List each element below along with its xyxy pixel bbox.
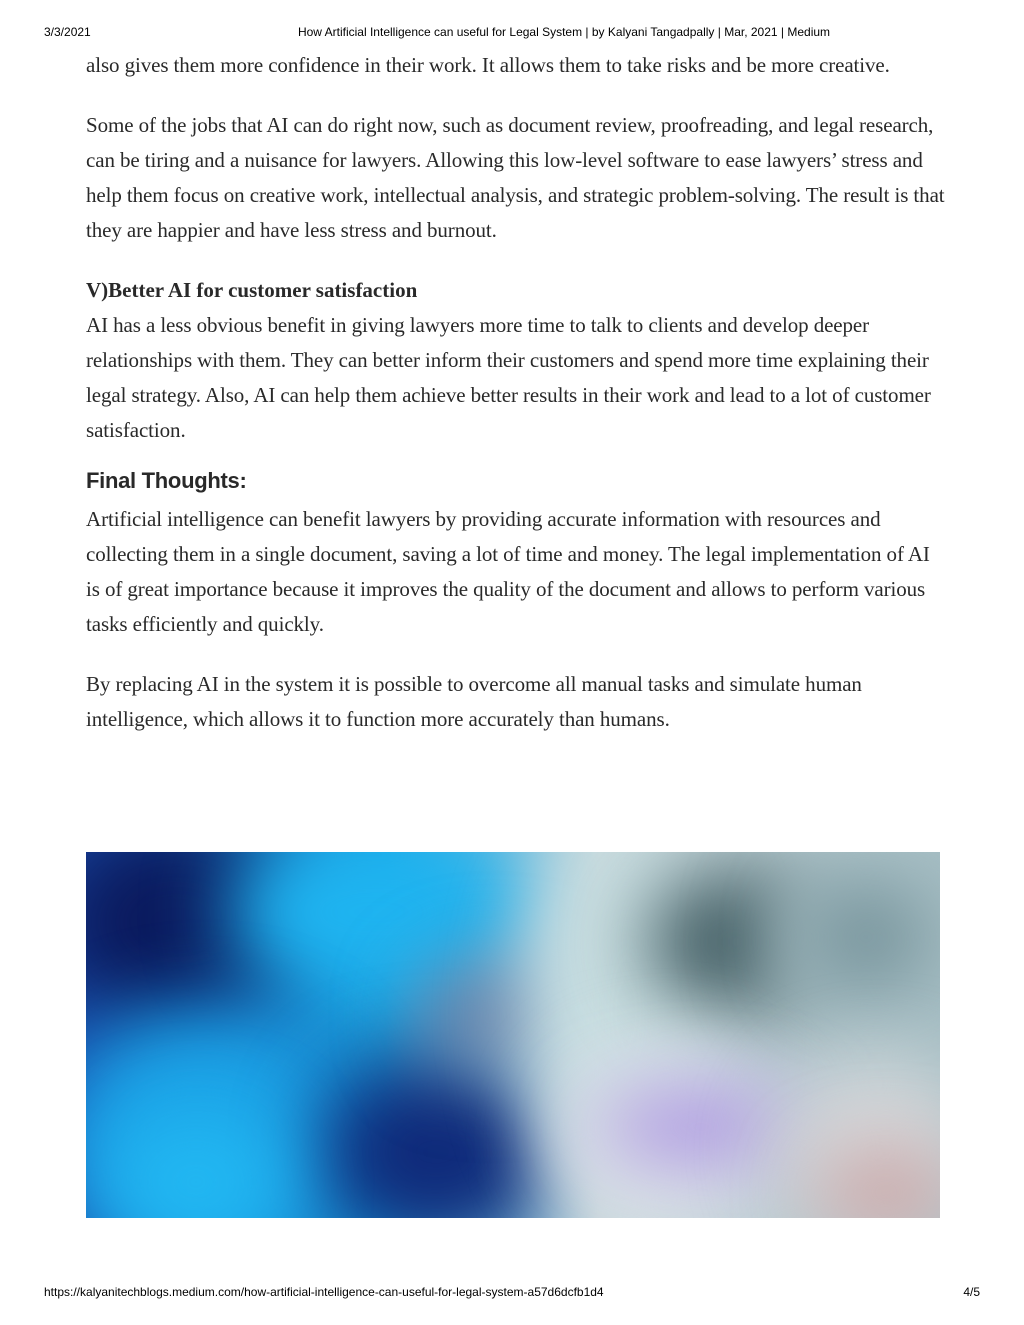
paragraph-customer-satisfaction: AI has a less obvious benefit in giving lawyers more time to talk to clients and develop deeper relationships with them. They can better inform their customers and spend more time explaining their legal strategy. Also, AI can help them achieve better results in their work and lead to a lot of customer satisfaction. bbox=[86, 313, 931, 442]
paragraph-confidence: also gives them more confidence in their work. It allows them to take risks and be more creative. bbox=[86, 53, 890, 77]
paragraph-jobs: Some of the jobs that AI can do right now, such as document review, proofreading, and legal research, can be tiring and a nuisance for lawyers. Allowing this low-level software to ease lawyers’ stress and help them focus on creative work, intellectual analysis, and strategic problem-solving. The result is that they are happier and have less stress and burnout. bbox=[86, 113, 945, 242]
print-footer bbox=[0, 1285, 1024, 1301]
print-header bbox=[0, 25, 1024, 41]
page-number: 4/5 bbox=[963, 1285, 980, 1299]
paragraph-final-thoughts: Artificial intelligence can benefit lawyers by providing accurate information with resources and collecting them in a single document, saving a lot of time and money. The legal implementation of AI is of great importance because it improves the quality of the document and allows to perform various tasks efficiently and quickly. bbox=[86, 507, 930, 636]
print-url: https://kalyanitechblogs.medium.com/how-artificial-intelligence-can-useful-for-legal-system-a57d6dcfb1d4 bbox=[44, 1285, 604, 1299]
heading-final-thoughts: Final Thoughts: bbox=[86, 468, 247, 493]
article-body bbox=[86, 48, 946, 762]
print-date: 3/3/2021 bbox=[44, 25, 91, 39]
paragraph-replacing-ai: By replacing AI in the system it is possible to overcome all manual tasks and simulate human intelligence, which allows it to function more accurately than humans. bbox=[86, 672, 862, 731]
print-title: How Artificial Intelligence can useful for Legal System | by Kalyani Tangadpally | Mar, 2021 | Medium bbox=[297, 25, 831, 39]
subheading-customer-satisfaction: V)Better AI for customer satisfaction bbox=[86, 278, 418, 302]
article-image bbox=[86, 852, 940, 1218]
